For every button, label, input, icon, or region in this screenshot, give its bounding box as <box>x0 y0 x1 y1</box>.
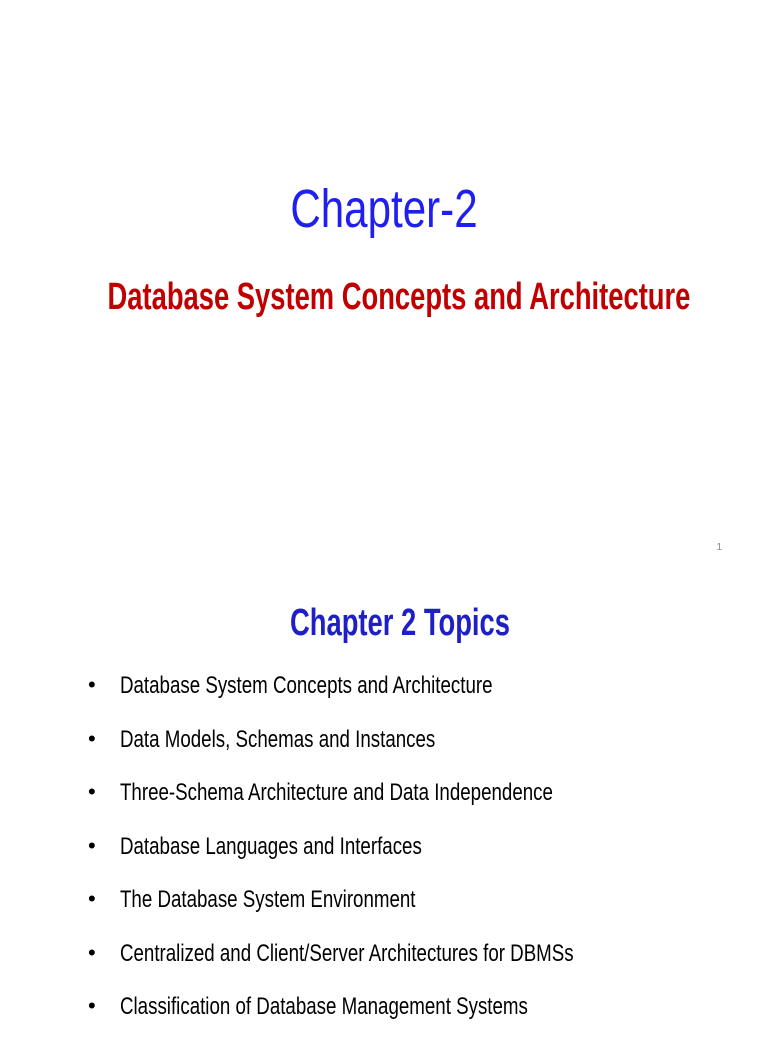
chapter-title: Chapter-2 <box>290 179 478 239</box>
topic-text: Database Languages and Interfaces <box>120 832 422 860</box>
topic-text: Three-Schema Architecture and Data Independence <box>120 779 553 806</box>
topic-text: Centralized and Client/Server Architectures for DBMSs <box>120 939 574 967</box>
bullet-icon: • <box>88 886 96 911</box>
bullet-icon: • <box>88 993 96 1018</box>
topic-text: Classification of Database Management Systems <box>120 993 528 1020</box>
bullet-icon: • <box>88 832 96 858</box>
chapter-subtitle: Database System Concepts and Architecture <box>107 276 691 318</box>
slide-number: 1 <box>716 542 722 553</box>
bullet-icon: • <box>88 939 96 965</box>
bullet-icon: • <box>88 672 96 697</box>
bullet-icon: • <box>88 725 96 751</box>
topic-text: Data Models, Schemas and Instances <box>120 725 436 753</box>
bullet-icon: • <box>88 779 96 804</box>
topic-text: Database System Concepts and Architecture <box>120 672 493 699</box>
topic-text: The Database System Environment <box>120 886 416 913</box>
topics-title: Chapter 2 Topics <box>290 602 510 644</box>
slide-2 <box>0 572 768 1024</box>
